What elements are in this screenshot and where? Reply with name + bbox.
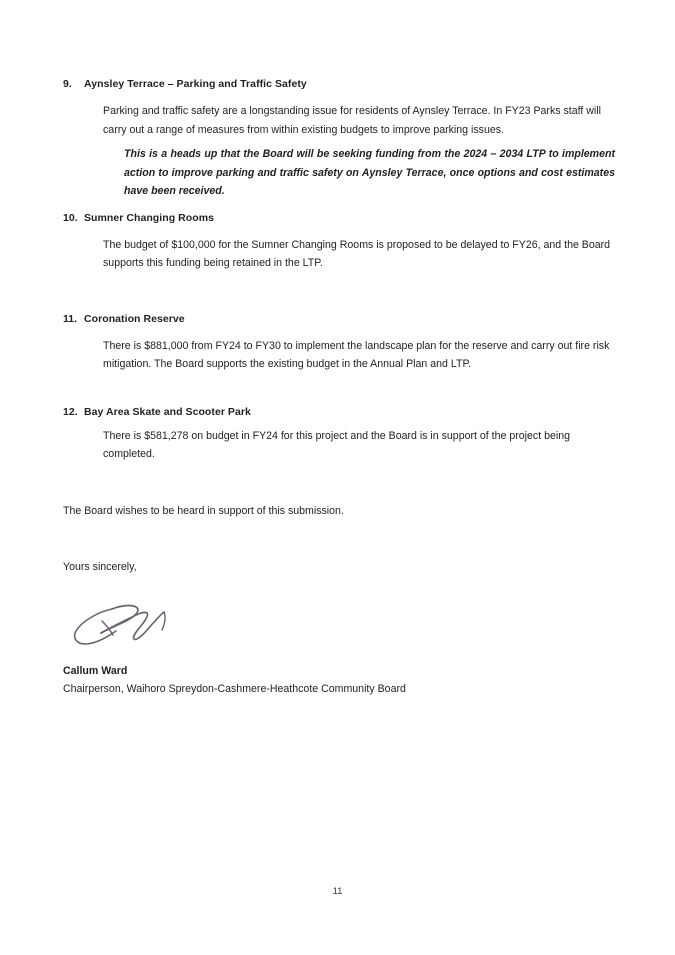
section-title: Coronation Reserve (84, 312, 185, 325)
section-title: Bay Area Skate and Scooter Park (84, 405, 251, 418)
spacer (63, 201, 615, 210)
section-number: 9. (63, 78, 72, 90)
section-heading-11 (63, 311, 615, 328)
spacer (63, 374, 615, 404)
valediction: Yours sincerely, (63, 561, 137, 573)
section-heading-9 (63, 76, 615, 93)
page-content (63, 76, 615, 698)
section-heading-10 (63, 210, 615, 227)
spacer (63, 93, 615, 102)
hearing-statement: The Board wishes to be heard in support of this submission. (63, 504, 344, 517)
section-number: 10. (63, 211, 78, 224)
signature-image (68, 599, 178, 651)
spacer (63, 651, 615, 663)
page-number: 11 (332, 886, 343, 897)
section-number: 11. (63, 312, 78, 325)
signatory-role: Chairperson, Waihoro Spreydon-Cashmere-Heathcote Community Board (63, 682, 406, 695)
spacer (63, 577, 615, 599)
section-title: Sumner Changing Rooms (84, 211, 214, 224)
section-body-10: The budget of $100,000 for the Sumner Changing Rooms is proposed to be delayed to FY26, and the Board supports this funding being retained in the LTP. (103, 238, 611, 269)
section-body-12: There is $581,278 on budget in FY24 for this project and the Board is in support of the project being completed. (103, 429, 571, 460)
section-number: 12. (63, 405, 78, 418)
section-body-9: Parking and traffic safety are a longstanding issue for residents of Aynsley Terrace. In FY23 Parks staff will carry out a range of measures from within existing budgets to improve parking issues. (103, 105, 601, 136)
spacer (63, 328, 615, 337)
spacer (63, 464, 615, 502)
spacer (63, 227, 615, 236)
spacer (63, 520, 615, 558)
section-note-9: This is a heads up that the Board will be seeking funding from the 2024 – 2034 LTP to implement action to improve parking and traffic safety on Aynsley Terrace, once options and cost estimates have been received. (124, 148, 615, 197)
section-body-11: There is $881,000 from FY24 to FY30 to implement the landscape plan for the reserve and carry out fire risk mitigation. The Board supports the existing budget in the Annual Plan and LTP. (103, 339, 610, 370)
spacer (63, 273, 615, 311)
section-heading-12 (63, 404, 615, 421)
section-title: Aynsley Terrace – Parking and Traffic Safety (84, 78, 307, 90)
signatory-name: Callum Ward (63, 664, 128, 677)
